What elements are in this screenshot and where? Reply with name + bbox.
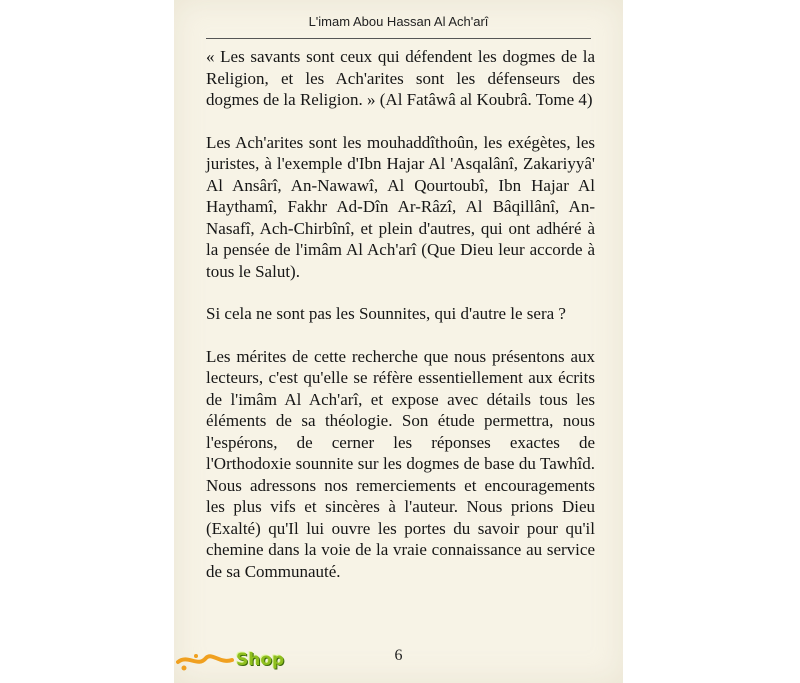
paragraph-question: Si cela ne sont pas les Sounnites, qui d'autre le sera ? <box>206 304 566 323</box>
page-number: 6 <box>394 647 403 664</box>
paragraph-quote: « Les savants sont ceux qui défendent les dogmes de la Religion, et les Ach'arites sont les défenseurs des dogmes de la Religion. » (Al Fatâwâ al Koubrâ. Tome 4) <box>206 47 595 109</box>
paragraph-asharites: Les Ach'arites sont les mouhaddîthoûn, les exégètes, les juristes, à l'exemple d'Ibn Hajar Al 'Asqalânî, Zakariyyâ' Al Ansârî, An-Nawawî, Al Qourtoubî, Ibn Hajar Al Haythamî, Fakhr Ad-Dîn Ar-Râzî, Al Bâqillânî, An-Nasafî, Ach-Chirbînî, et plein d'autres, qui ont adhéré à la pensée de l'imâm Al Ach'arî (Que Dieu leur accorde à tous le Salut). <box>206 132 595 281</box>
shop-logo-text: Shop <box>236 650 285 670</box>
paragraph-merits: Les mérites de cette recherche que nous présentons aux lecteurs, c'est qu'elle se réfère essentiellement aux écrits de l'imâm Al Ach'arî, et expose avec détails tous les éléments de sa théologie. Son étude permettra, nous l'espérons, de cerner les réponses exactes de l'Orthodoxie sounnite sur les dogmes de base du Tawhîd. Nous adressons nos remerciements et encouragements les plus vifs et sincères à l'auteur. Nous prions Dieu (Exalté) qu'Il lui ouvre les portes du savoir pour qu'il chemine dans la voie de la vraie connaissance au service de sa Communauté. <box>206 346 595 581</box>
book-page <box>174 0 623 683</box>
body-text <box>206 46 595 603</box>
header-rule <box>206 38 591 39</box>
running-head: L'imam Abou Hassan Al Ach'arî <box>308 14 489 29</box>
